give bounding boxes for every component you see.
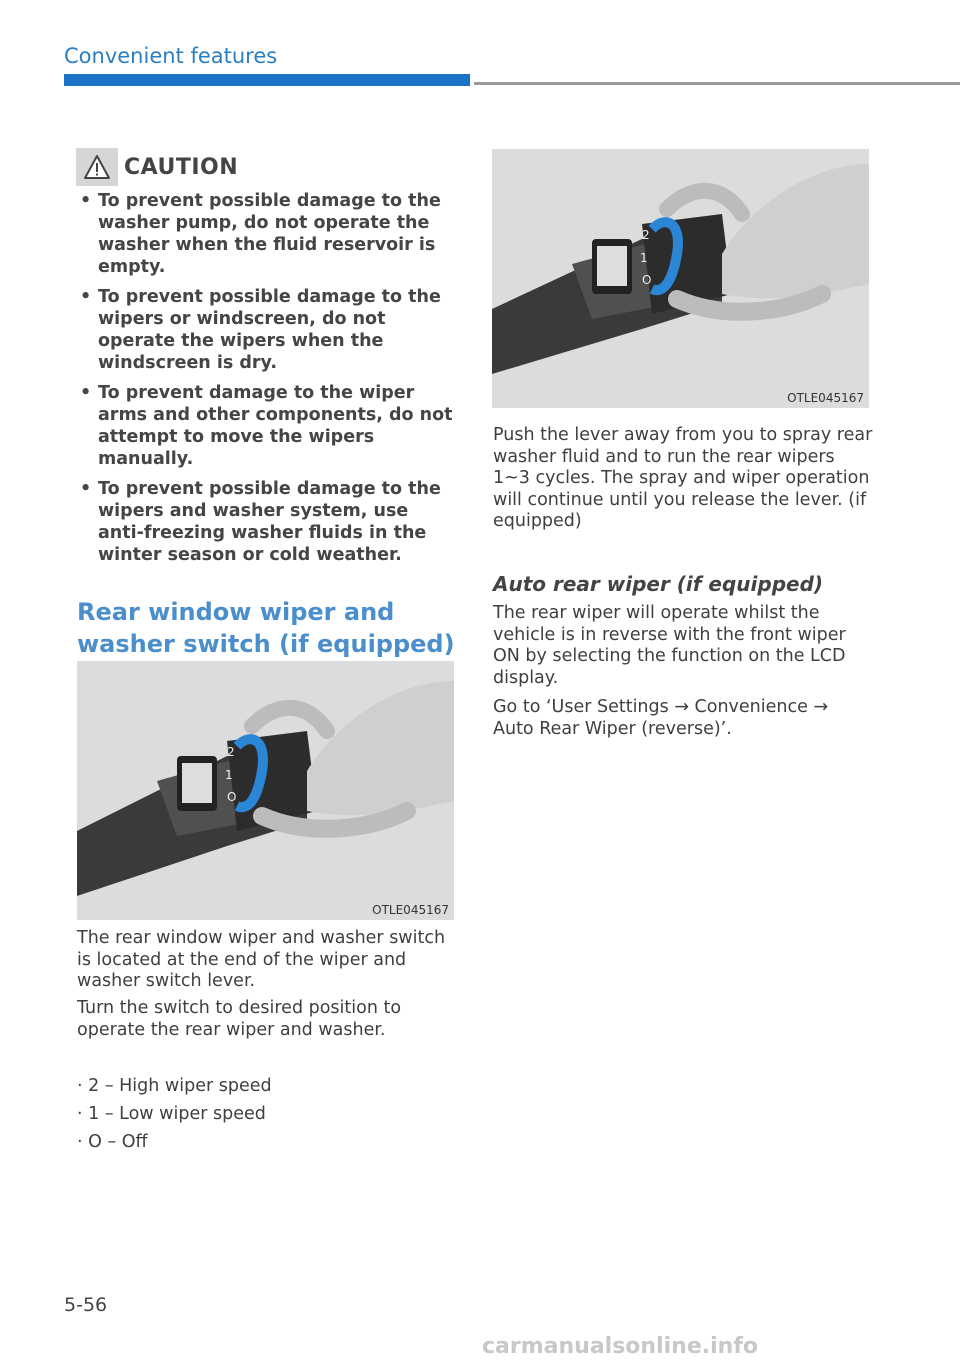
caution-header bbox=[76, 148, 456, 186]
caution-title: CAUTION bbox=[124, 154, 239, 180]
left-paragraph-2: Turn the switch to desired position to operate the rear wiper and washer. bbox=[77, 998, 402, 1040]
section-title: Rear window wiper and washer switch (if equipped) bbox=[77, 598, 455, 658]
caution-list bbox=[76, 190, 456, 566]
header-title: Convenient features bbox=[64, 44, 278, 68]
figure-code: OTLE045167 bbox=[372, 903, 449, 917]
wiper-lever-illustration bbox=[492, 149, 869, 408]
lever-label: 1 bbox=[225, 768, 233, 782]
right-paragraph-3: Go to ‘User Settings → Convenience → Auto Rear Wiper (reverse)’. bbox=[493, 697, 829, 739]
caution-item: • To prevent possible damage to the wipers and washer system, use anti-freezing washer fluids in the winter season or cold weather. bbox=[76, 478, 456, 566]
warning-triangle-icon bbox=[76, 148, 118, 186]
mode-item-low: · 1 – Low wiper speed bbox=[77, 1104, 266, 1124]
wiper-lever-figure-right bbox=[492, 149, 869, 408]
caution-item: • To prevent possible damage to the washer pump, do not operate the washer when the fluid reservoir is empty. bbox=[76, 190, 456, 278]
caution-item: • To prevent possible damage to the wipers or windscreen, do not operate the wipers when the windscreen is dry. bbox=[76, 286, 456, 374]
right-paragraph-1: Push the lever away from you to spray rear washer fluid and to run the rear wipers 1~3 cycles. The spray and wiper operation will continue until you release the lever. (if equipped) bbox=[493, 425, 873, 531]
header-rule-gray bbox=[474, 82, 960, 85]
wiper-lever-illustration bbox=[77, 661, 454, 920]
auto-rear-wiper-heading: Auto rear wiper (if equipped) bbox=[493, 572, 824, 596]
figure-code: OTLE045167 bbox=[787, 391, 864, 405]
caution-box bbox=[76, 148, 456, 574]
lever-label: O bbox=[642, 273, 652, 287]
watermark: carmanualsonline.info bbox=[482, 1334, 758, 1359]
caution-item: • To prevent damage to the wiper arms and other components, do not attempt to move the wipers manually. bbox=[76, 382, 456, 470]
header-rule-blue bbox=[64, 74, 470, 86]
mode-item-off: · O – Off bbox=[77, 1132, 148, 1152]
left-paragraph-1: The rear window wiper and washer switch is located at the end of the wiper and washer switch lever. bbox=[77, 928, 446, 991]
lever-label: 2 bbox=[227, 745, 235, 759]
lever-label: O bbox=[227, 790, 237, 804]
wiper-lever-figure-left bbox=[77, 661, 454, 920]
right-paragraph-2: The rear wiper will operate whilst the vehicle is in reverse with the front wiper ON by selecting the function on the LCD display. bbox=[493, 603, 846, 688]
lever-label: 2 bbox=[642, 228, 650, 242]
page-number: 5-56 bbox=[64, 1294, 108, 1316]
mode-item-high: · 2 – High wiper speed bbox=[77, 1076, 272, 1096]
lever-label: 1 bbox=[640, 251, 648, 265]
